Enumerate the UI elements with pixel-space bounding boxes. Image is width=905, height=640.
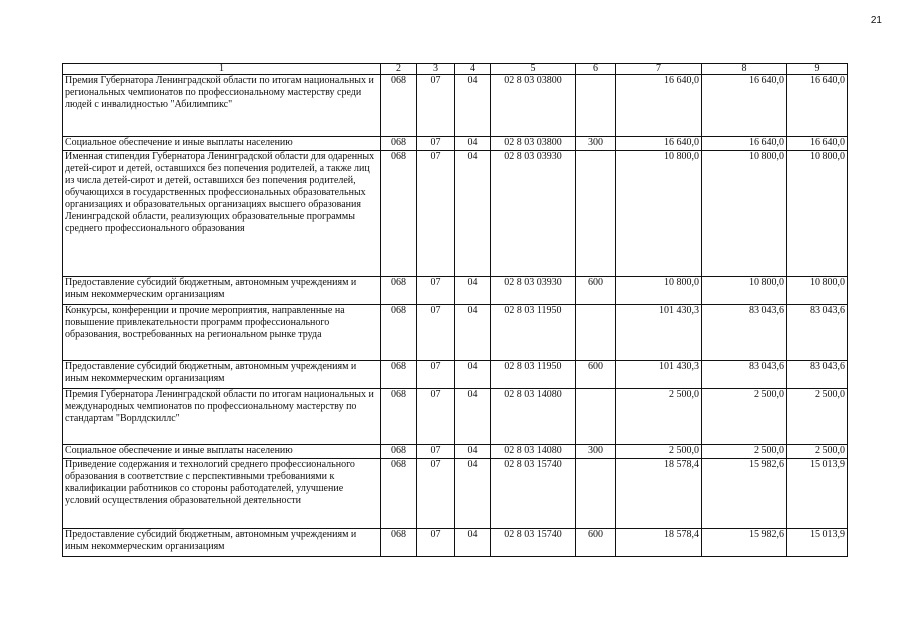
table-row bbox=[63, 445, 848, 459]
page-number: 21 bbox=[870, 15, 882, 26]
cell-amount-9: 83 043,6 bbox=[787, 361, 848, 389]
cell-amount-8: 16 640,0 bbox=[702, 75, 787, 137]
table-row bbox=[63, 75, 848, 137]
column-header: 1 bbox=[63, 64, 381, 75]
cell-section: 07 bbox=[417, 151, 455, 277]
cell-target-article: 02 8 03 15740 bbox=[491, 459, 576, 529]
cell-admin-code: 068 bbox=[381, 529, 417, 557]
row-name: Приведение содержания и технологий среднего профессионального образования в соответствие с перспективными требованиями к квалификации работников со стороны работодателей, улучшение условий осуществления образовательной деятельности bbox=[63, 459, 381, 529]
column-header: 2 bbox=[381, 64, 417, 75]
cell-section: 07 bbox=[417, 305, 455, 361]
cell-amount-7: 101 430,3 bbox=[616, 361, 702, 389]
table-row bbox=[63, 389, 848, 445]
table-row bbox=[63, 361, 848, 389]
cell-target-article: 02 8 03 11950 bbox=[491, 305, 576, 361]
cell-target-article: 02 8 03 03800 bbox=[491, 75, 576, 137]
column-header: 3 bbox=[417, 64, 455, 75]
cell-amount-8: 83 043,6 bbox=[702, 305, 787, 361]
cell-admin-code: 068 bbox=[381, 445, 417, 459]
column-header: 7 bbox=[616, 64, 702, 75]
cell-admin-code: 068 bbox=[381, 361, 417, 389]
cell-amount-7: 16 640,0 bbox=[616, 137, 702, 151]
cell-expense-type: 600 bbox=[576, 361, 616, 389]
header-row bbox=[63, 64, 848, 75]
table-row bbox=[63, 305, 848, 361]
row-name: Премия Губернатора Ленинградской области по итогам национальных и региональных чемпионатов по профессиональному мастерству среди людей с инвалидностью "Абилимпикс" bbox=[63, 75, 381, 137]
cell-amount-7: 101 430,3 bbox=[616, 305, 702, 361]
row-name: Предоставление субсидий бюджетным, автономным учреждениям и иным некоммерческим организациям bbox=[63, 361, 381, 389]
cell-target-article: 02 8 03 14080 bbox=[491, 445, 576, 459]
cell-amount-8: 15 982,6 bbox=[702, 459, 787, 529]
cell-expense-type bbox=[576, 305, 616, 361]
cell-amount-8: 2 500,0 bbox=[702, 445, 787, 459]
cell-section: 07 bbox=[417, 529, 455, 557]
cell-subsection: 04 bbox=[455, 529, 491, 557]
row-name: Конкурсы, конференции и прочие мероприятия, направленные на повышение привлекательности программ профессионального образования, востребованных на региональном рынке труда bbox=[63, 305, 381, 361]
cell-amount-9: 10 800,0 bbox=[787, 151, 848, 277]
cell-subsection: 04 bbox=[455, 305, 491, 361]
cell-section: 07 bbox=[417, 137, 455, 151]
cell-amount-7: 2 500,0 bbox=[616, 389, 702, 445]
cell-amount-7: 18 578,4 bbox=[616, 459, 702, 529]
cell-target-article: 02 8 03 15740 bbox=[491, 529, 576, 557]
row-name: Премия Губернатора Ленинградской области по итогам национальных и международных чемпионатов по профессиональному мастерству по стандартам "Ворлдскиллс" bbox=[63, 389, 381, 445]
table-row bbox=[63, 459, 848, 529]
cell-section: 07 bbox=[417, 361, 455, 389]
cell-amount-8: 10 800,0 bbox=[702, 277, 787, 305]
cell-target-article: 02 8 03 03930 bbox=[491, 277, 576, 305]
cell-expense-type: 300 bbox=[576, 445, 616, 459]
cell-expense-type: 600 bbox=[576, 529, 616, 557]
cell-amount-7: 10 800,0 bbox=[616, 277, 702, 305]
column-header: 5 bbox=[491, 64, 576, 75]
cell-section: 07 bbox=[417, 75, 455, 137]
cell-section: 07 bbox=[417, 445, 455, 459]
row-name: Социальное обеспечение и иные выплаты населению bbox=[63, 445, 381, 459]
cell-amount-9: 83 043,6 bbox=[787, 305, 848, 361]
cell-subsection: 04 bbox=[455, 151, 491, 277]
table-row bbox=[63, 151, 848, 277]
table-row bbox=[63, 529, 848, 557]
cell-amount-9: 2 500,0 bbox=[787, 389, 848, 445]
cell-admin-code: 068 bbox=[381, 389, 417, 445]
cell-subsection: 04 bbox=[455, 137, 491, 151]
cell-target-article: 02 8 03 03930 bbox=[491, 151, 576, 277]
cell-amount-8: 2 500,0 bbox=[702, 389, 787, 445]
cell-admin-code: 068 bbox=[381, 75, 417, 137]
column-header: 8 bbox=[702, 64, 787, 75]
cell-amount-9: 16 640,0 bbox=[787, 137, 848, 151]
cell-target-article: 02 8 03 03800 bbox=[491, 137, 576, 151]
row-name: Предоставление субсидий бюджетным, автономным учреждениям и иным некоммерческим организациям bbox=[63, 529, 381, 557]
cell-amount-7: 10 800,0 bbox=[616, 151, 702, 277]
column-header: 9 bbox=[787, 64, 848, 75]
column-header: 6 bbox=[576, 64, 616, 75]
cell-amount-9: 2 500,0 bbox=[787, 445, 848, 459]
cell-section: 07 bbox=[417, 459, 455, 529]
cell-subsection: 04 bbox=[455, 361, 491, 389]
cell-admin-code: 068 bbox=[381, 277, 417, 305]
cell-subsection: 04 bbox=[455, 75, 491, 137]
cell-expense-type bbox=[576, 151, 616, 277]
cell-amount-7: 2 500,0 bbox=[616, 445, 702, 459]
cell-subsection: 04 bbox=[455, 459, 491, 529]
cell-amount-9: 15 013,9 bbox=[787, 529, 848, 557]
cell-section: 07 bbox=[417, 277, 455, 305]
table-row bbox=[63, 137, 848, 151]
cell-amount-8: 10 800,0 bbox=[702, 151, 787, 277]
budget-table bbox=[62, 63, 848, 557]
cell-amount-9: 15 013,9 bbox=[787, 459, 848, 529]
cell-expense-type: 300 bbox=[576, 137, 616, 151]
cell-amount-7: 18 578,4 bbox=[616, 529, 702, 557]
cell-expense-type: 600 bbox=[576, 277, 616, 305]
cell-amount-9: 16 640,0 bbox=[787, 75, 848, 137]
cell-section: 07 bbox=[417, 389, 455, 445]
cell-expense-type bbox=[576, 389, 616, 445]
cell-target-article: 02 8 03 11950 bbox=[491, 361, 576, 389]
cell-amount-8: 15 982,6 bbox=[702, 529, 787, 557]
column-header: 4 bbox=[455, 64, 491, 75]
cell-admin-code: 068 bbox=[381, 151, 417, 277]
cell-amount-9: 10 800,0 bbox=[787, 277, 848, 305]
cell-admin-code: 068 bbox=[381, 137, 417, 151]
cell-amount-8: 16 640,0 bbox=[702, 137, 787, 151]
cell-subsection: 04 bbox=[455, 445, 491, 459]
cell-subsection: 04 bbox=[455, 277, 491, 305]
cell-amount-8: 83 043,6 bbox=[702, 361, 787, 389]
cell-target-article: 02 8 03 14080 bbox=[491, 389, 576, 445]
row-name: Социальное обеспечение и иные выплаты населению bbox=[63, 137, 381, 151]
cell-admin-code: 068 bbox=[381, 459, 417, 529]
cell-subsection: 04 bbox=[455, 389, 491, 445]
row-name: Предоставление субсидий бюджетным, автономным учреждениям и иным некоммерческим организациям bbox=[63, 277, 381, 305]
cell-expense-type bbox=[576, 75, 616, 137]
row-name: Именная стипендия Губернатора Ленинградской области для одаренных детей-сирот и детей, оставшихся без попечения родителей, а также лиц из числа детей-сирот и детей, оставшихся без попечения родителей, обучающихся в государственных профессиональных образовательных организациях и образовательных организациях высшего образования Ленинградской области, реализующих образовательные программы среднего профессионального образования bbox=[63, 151, 381, 277]
cell-admin-code: 068 bbox=[381, 305, 417, 361]
cell-expense-type bbox=[576, 459, 616, 529]
cell-amount-7: 16 640,0 bbox=[616, 75, 702, 137]
table-row bbox=[63, 277, 848, 305]
